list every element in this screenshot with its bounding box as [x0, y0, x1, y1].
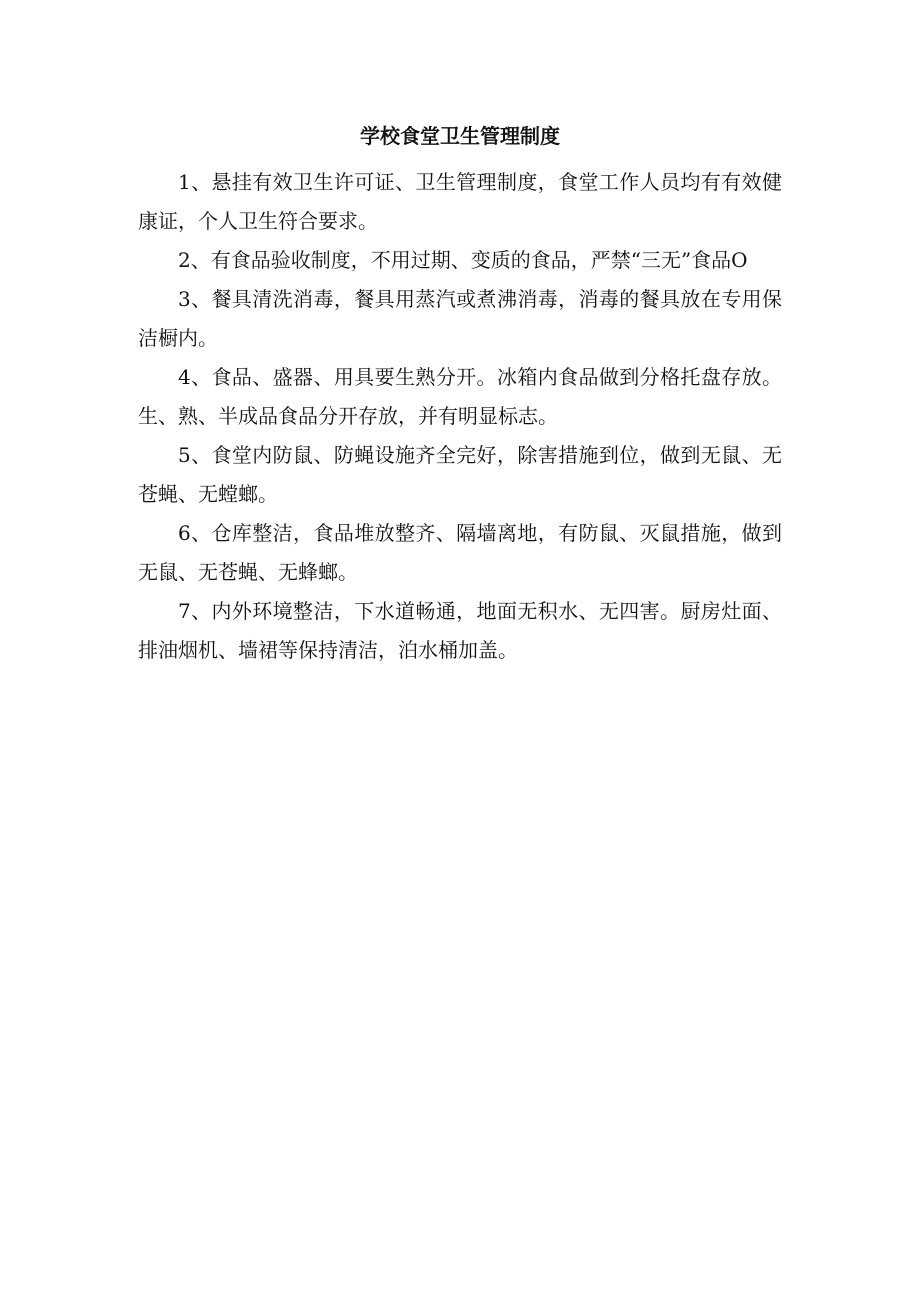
- rule-item-3: 3、餐具清洗消毒，餐具用蒸汽或煮沸消毒，消毒的餐具放在专用保洁橱内。: [138, 287, 782, 350]
- rule-item-1: 1、悬挂有效卫生许可证、卫生管理制度，食堂工作人员均有有效健康证，个人卫生符合要求。: [138, 170, 782, 233]
- rule-item-7: 7、内外环境整洁，下水道畅通，地面无积水、无四害。厨房灶面、排油烟机、墙裙等保持清洁，泊水桶加盖。: [138, 599, 782, 662]
- rules-list: [138, 163, 782, 670]
- rule-item-2: 2、有食品验收制度，不用过期、变质的食品，严禁“三无”食品O: [178, 248, 748, 272]
- rule-item-6: 6、仓库整洁，食品堆放整齐、隔墙离地，有防鼠、灭鼠措施，做到无鼠、无苍蝇、无蜂螂。: [138, 521, 782, 584]
- rule-item-4: 4、食品、盛器、用具要生熟分开。冰箱内食品做到分格托盘存放。生、熟、半成品食品分开存放，并有明显标志。: [138, 365, 782, 428]
- rule-item-5: 5、食堂内防鼠、防蝇设施齐全完好，除害措施到位，做到无鼠、无苍蝇、无螳螂。: [138, 443, 782, 506]
- document-title: 学校食堂卫生管理制度: [360, 124, 560, 148]
